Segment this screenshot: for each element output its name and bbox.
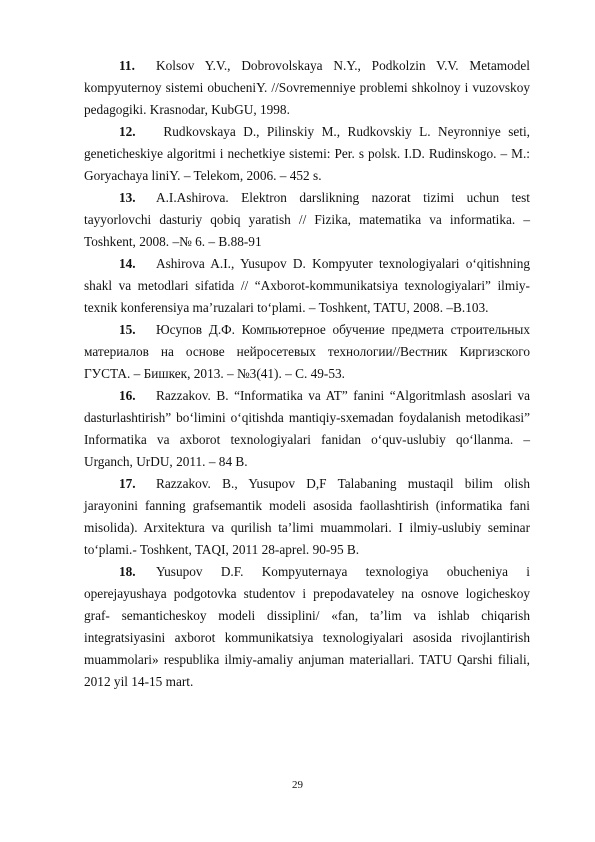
reference-text: Razzakov. B. “Informatika va AT” fanini “Algoritmlash asoslari va dasturlashtirish” bo‘limini o‘qitishda mantiqiy-sxemadan foydalanish metodikasi” Informatika va axborot texnologiyalari fanidan o‘quv-uslubiy qo‘llanma. – Urganch, UrDU, 2011. – 84 B. xyxy=(84,388,530,469)
reference-item xyxy=(84,187,530,253)
reference-item xyxy=(84,319,530,385)
reference-number: 13. xyxy=(119,190,136,205)
reference-text: Ashirova A.I., Yusupov D. Kompyuter texnologiyalari o‘qitishning shakl va metodlari sifatida // “Axborot-kommunikatsiya texnologiyalari” ilmiy-texnik konferensiya ma’ruzalari to‘plami. – Toshkent, TATU, 2008. –B.103. xyxy=(84,256,530,315)
reference-text: Yusupov D.F. Kompyuternaya texnologiya obucheniya i operejayushaya podgotovka studentov i prepodavateley na osnove logicheskoy graf- semanticheskoy modeli dissiplini/ «fan, ta’lim va ishlab chiqarish integratsiyasini axborot kommunikatsiya texnologiyalari asosida rivojlantirish muammolari» respublika ilmiy-amaliy anjuman materiallari. TATU Qarshi filiali, 2012 yil 14-15 mart. xyxy=(84,564,530,689)
reference-number: 17. xyxy=(119,476,136,491)
reference-text: Razzakov. B., Yusupov D,F Talabaning mustaqil bilim olish jarayonini fanning grafsemantik modeli asosida faollashtirish (informatika fani misolida). Arxitektura va qurilish ta’limi muammolari. I ilmiy-uslubiy seminar to‘plami.- Toshkent, TAQI, 2011 28-aprel. 90-95 B. xyxy=(84,476,530,557)
reference-item xyxy=(84,121,530,187)
reference-item xyxy=(84,561,530,693)
reference-list xyxy=(84,55,530,693)
reference-number: 15. xyxy=(119,322,136,337)
reference-text: Юсупов Д.Ф. Компьютерное обучение предмета строительных материалов на основе нейросетевых технологии//Вестник Киргизского ГУСТА. – Бишкек, 2013. – №3(41). – С. 49-53. xyxy=(84,322,530,381)
reference-item xyxy=(84,473,530,561)
reference-number: 12. xyxy=(119,124,136,139)
reference-item xyxy=(84,55,530,121)
reference-number: 18. xyxy=(119,564,136,579)
reference-number: 16. xyxy=(119,388,136,403)
reference-item xyxy=(84,253,530,319)
reference-text: Rudkovskaya D., Pilinskiy M., Rudkovskiy L. Neyronniye seti, geneticheskiye algoritmi i nechetkiye sistemi: Per. s polsk. I.D. Rudinskogo. – M.: Goryachaya liniY. – Telekom, 2006. – 452 s. xyxy=(84,124,530,183)
reference-text: Kolsov Y.V., Dobrovolskaya N.Y., Podkolzin V.V. Metamodel kompyuternoy sistemi obucheniY. //Sovremenniye problemi shkolnoy i vuzovskoy pedagogiki. Krasnodar, KubGU, 1998. xyxy=(84,58,530,117)
reference-number: 14. xyxy=(119,256,136,271)
reference-text: A.I.Ashirova. Elektron darslikning nazorat tizimi uchun test tayyorlovchi dasturiy qobiq yaratish // Fizika, matematika va informatika. – Toshkent, 2008. –№ 6. – B.88-91 xyxy=(84,190,530,249)
page-number: 29 xyxy=(292,779,303,791)
reference-item xyxy=(84,385,530,473)
reference-number: 11. xyxy=(119,58,135,73)
